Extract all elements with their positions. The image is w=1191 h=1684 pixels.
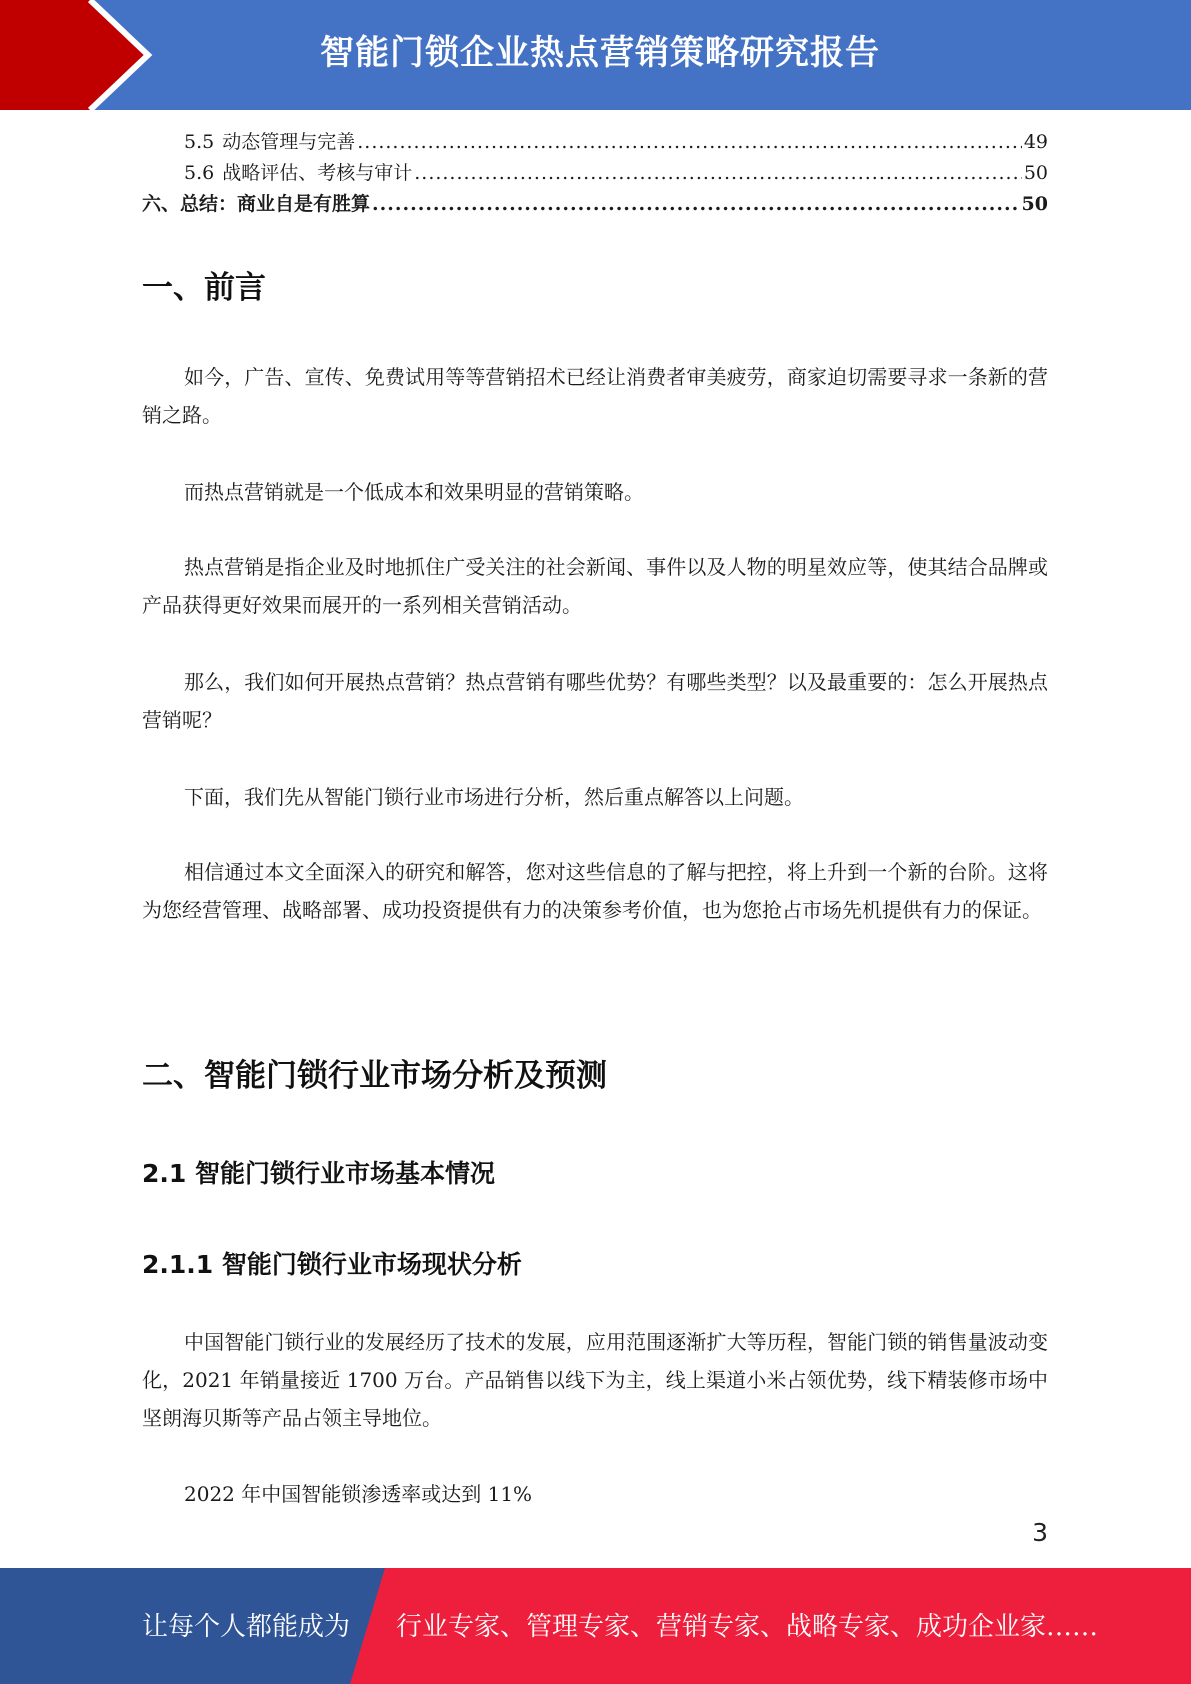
toc-page: 50 bbox=[1023, 162, 1048, 184]
toc-entry[interactable] bbox=[142, 158, 1048, 189]
page-number: 3 bbox=[1032, 1518, 1048, 1547]
page-footer bbox=[0, 1568, 1191, 1684]
toc-entry[interactable] bbox=[142, 127, 1048, 158]
toc-entry[interactable] bbox=[142, 189, 1048, 220]
paragraph: 而热点营销就是一个低成本和效果明显的营销策略。 bbox=[184, 480, 644, 504]
toc-leader bbox=[357, 127, 1022, 158]
paragraph: 中国智能门锁行业的发展经历了技术的发展，应用范围逐渐扩大等历程，智能门锁的销售量波动变化，2021 年销量接近 1700 万台。产品销售以线下为主，线上渠道小米占领优势，线下精装修市场中坚朗海贝斯等产品占领主导地位。 bbox=[142, 1330, 1048, 1430]
subsection-heading: 2.1 智能门锁行业市场基本情况 bbox=[142, 1159, 495, 1188]
toc-title: 战略评估、考核与审计 bbox=[222, 162, 413, 184]
footer-slogan-right: 行业专家、管理专家、营销专家、战略专家、成功企业家…… bbox=[396, 1612, 1099, 1642]
table-of-contents bbox=[142, 127, 1048, 220]
paragraph: 下面，我们先从智能门锁行业市场进行分析，然后重点解答以上问题。 bbox=[184, 785, 804, 809]
toc-page: 49 bbox=[1023, 131, 1048, 153]
paragraph: 如今，广告、宣传、免费试用等等营销招术已经让消费者审美疲劳，商家迫切需要寻求一条新的营销之路。 bbox=[142, 365, 1048, 427]
paragraph: 那么，我们如何开展热点营销？热点营销有哪些优势？有哪些类型？以及最重要的：怎么开展热点营销呢？ bbox=[142, 670, 1048, 732]
toc-number: 5.6 bbox=[184, 162, 215, 184]
toc-leader bbox=[414, 158, 1022, 189]
paragraph: 相信通过本文全面深入的研究和解答，您对这些信息的了解与把控，将上升到一个新的台阶。这将为您经营管理、战略部署、成功投资提供有力的决策参考价值，也为您抢占市场先机提供有力的保证。 bbox=[142, 860, 1048, 922]
report-title: 智能门锁企业热点营销策略研究报告 bbox=[320, 33, 880, 73]
toc-page: 50 bbox=[1021, 193, 1048, 215]
toc-title: 动态管理与完善 bbox=[222, 131, 356, 153]
toc-number: 5.5 bbox=[184, 131, 215, 153]
footer-slogan-left: 让每个人都能成为 bbox=[142, 1612, 351, 1642]
subsection-heading: 2.1.1 智能门锁行业市场现状分析 bbox=[142, 1250, 522, 1279]
toc-title: 六、总结：商业自是有胜算 bbox=[142, 193, 371, 215]
paragraph: 2022 年中国智能锁渗透率或达到 11% bbox=[184, 1482, 533, 1506]
section-heading: 一、前言 bbox=[142, 270, 266, 306]
page-header bbox=[0, 0, 1191, 110]
toc-leader bbox=[372, 189, 1020, 220]
section-heading: 二、智能门锁行业市场分析及预测 bbox=[142, 1058, 607, 1094]
paragraph: 热点营销是指企业及时地抓住广受关注的社会新闻、事件以及人物的明星效应等，使其结合品牌或产品获得更好效果而展开的一系列相关营销活动。 bbox=[142, 555, 1048, 617]
